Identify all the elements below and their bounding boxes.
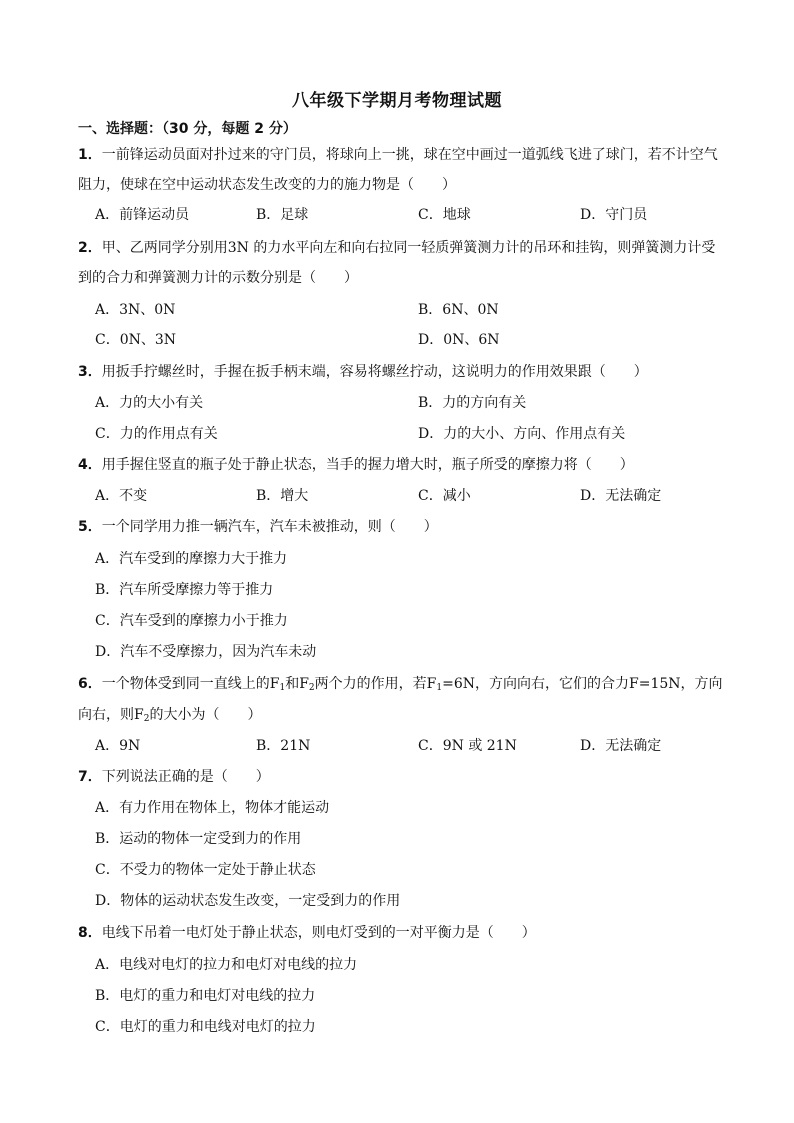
page-title: 八年级下学期月考物理试题 xyxy=(292,91,502,111)
question-number: 8． xyxy=(78,925,102,941)
subscript: 1 xyxy=(279,683,286,693)
question-number: 2． xyxy=(78,240,102,256)
question-text-part: =6N，方向向右，它们的合力F=15N，方向 xyxy=(442,676,723,692)
question-number: 7． xyxy=(78,769,102,785)
option-c: C．力的作用点有关 xyxy=(95,426,218,442)
question-6-continuation xyxy=(78,705,746,725)
option-a: A．有力作用在物体上，物体才能运动 xyxy=(95,800,330,816)
subscript: 1 xyxy=(436,683,443,693)
question-number: 1． xyxy=(78,147,102,163)
question-number: 4． xyxy=(78,457,102,473)
question-number: 3． xyxy=(78,364,102,380)
question-number: 6． xyxy=(78,676,102,692)
question-text: 一个同学用力推一辆汽车，汽车未被推动，则（ ） xyxy=(101,519,438,535)
question-text-part: 和F xyxy=(285,676,309,692)
question-1-continuation: 阻力，使球在空中运动状态发生改变的力的施力物是（ ） xyxy=(78,177,456,193)
subscript: 2 xyxy=(308,683,315,693)
option-c: C．9N 或 21N xyxy=(418,738,517,754)
question-text-part: 一个物体受到同一直线上的F xyxy=(101,676,280,692)
question-7 xyxy=(78,767,746,787)
option-b: B．足球 xyxy=(256,207,309,223)
question-text: 用手握住竖直的瓶子处于静止状态，当手的握力增大时，瓶子所受的摩擦力将（ ） xyxy=(101,457,634,473)
option-b: B．力的方向有关 xyxy=(418,395,527,411)
option-b: B．汽车所受摩擦力等于推力 xyxy=(95,582,274,598)
option-c: C．电灯的重力和电线对电灯的拉力 xyxy=(95,1019,316,1035)
question-6 xyxy=(78,674,746,694)
option-b: B．增大 xyxy=(256,488,309,504)
option-b: B．运动的物体一定受到力的作用 xyxy=(95,831,302,847)
question-8 xyxy=(78,923,746,943)
question-text: 电线下吊着一电灯处于静止状态，则电灯受到的一对平衡力是（ ） xyxy=(101,925,536,941)
question-text-part: 向右，则F xyxy=(78,707,144,723)
section-heading: 一、选择题：（30 分，每题 2 分） xyxy=(78,121,297,137)
option-d: D．0N、6N xyxy=(418,332,500,348)
option-b: B．21N xyxy=(256,738,311,754)
option-d: D．力的大小、方向、作用点有关 xyxy=(418,426,626,442)
question-4 xyxy=(78,455,746,475)
option-c: C．汽车受到的摩擦力小于推力 xyxy=(95,613,288,629)
option-b: B．6N、0N xyxy=(418,302,499,318)
question-number: 5． xyxy=(78,519,102,535)
option-a: A．9N xyxy=(95,738,141,754)
subscript: 2 xyxy=(143,714,150,724)
question-text-part: 两个力的作用，若F xyxy=(314,676,437,692)
question-2-continuation: 到的合力和弹簧测力计的示数分别是（ ） xyxy=(78,270,358,286)
question-text: 一前锋运动员面对扑过来的守门员，将球向上一挑，球在空中画过一道弧线飞进了球门，若不计空气 xyxy=(101,147,718,163)
option-b: B．电灯的重力和电灯对电线的拉力 xyxy=(95,988,316,1004)
option-d: D．守门员 xyxy=(580,207,648,223)
option-d: D．无法确定 xyxy=(580,738,662,754)
question-text: 下列说法正确的是（ ） xyxy=(101,769,270,785)
option-a: A．不变 xyxy=(95,488,148,504)
question-2 xyxy=(78,238,746,258)
option-a: A．电线对电灯的拉力和电灯对电线的拉力 xyxy=(95,957,358,973)
option-d: D．无法确定 xyxy=(580,488,662,504)
option-d: D．物体的运动状态发生改变，一定受到力的作用 xyxy=(95,893,401,909)
option-a: A．前锋运动员 xyxy=(95,207,190,223)
option-a: A．汽车受到的摩擦力大于推力 xyxy=(95,551,288,567)
option-c: C．地球 xyxy=(418,207,471,223)
question-text-part: 的大小为（ ） xyxy=(149,707,262,723)
question-text: 用扳手拧螺丝时，手握在扳手柄末端，容易将螺丝拧动，这说明力的作用效果跟（ ） xyxy=(101,364,648,380)
option-d: D．汽车不受摩擦力，因为汽车未动 xyxy=(95,644,317,660)
option-a: A．3N、0N xyxy=(95,302,176,318)
question-1 xyxy=(78,145,746,165)
option-c: C．0N、3N xyxy=(95,332,177,348)
option-a: A．力的大小有关 xyxy=(95,395,204,411)
question-text: 甲、乙两同学分别用3N 的力水平向左和向右拉同一轻质弹簧测力计的吊环和挂钩，则弹簧测力计受 xyxy=(101,240,716,256)
question-3 xyxy=(78,362,746,382)
option-c: C．减小 xyxy=(418,488,471,504)
option-c: C．不受力的物体一定处于静止状态 xyxy=(95,862,316,878)
question-5 xyxy=(78,517,746,537)
